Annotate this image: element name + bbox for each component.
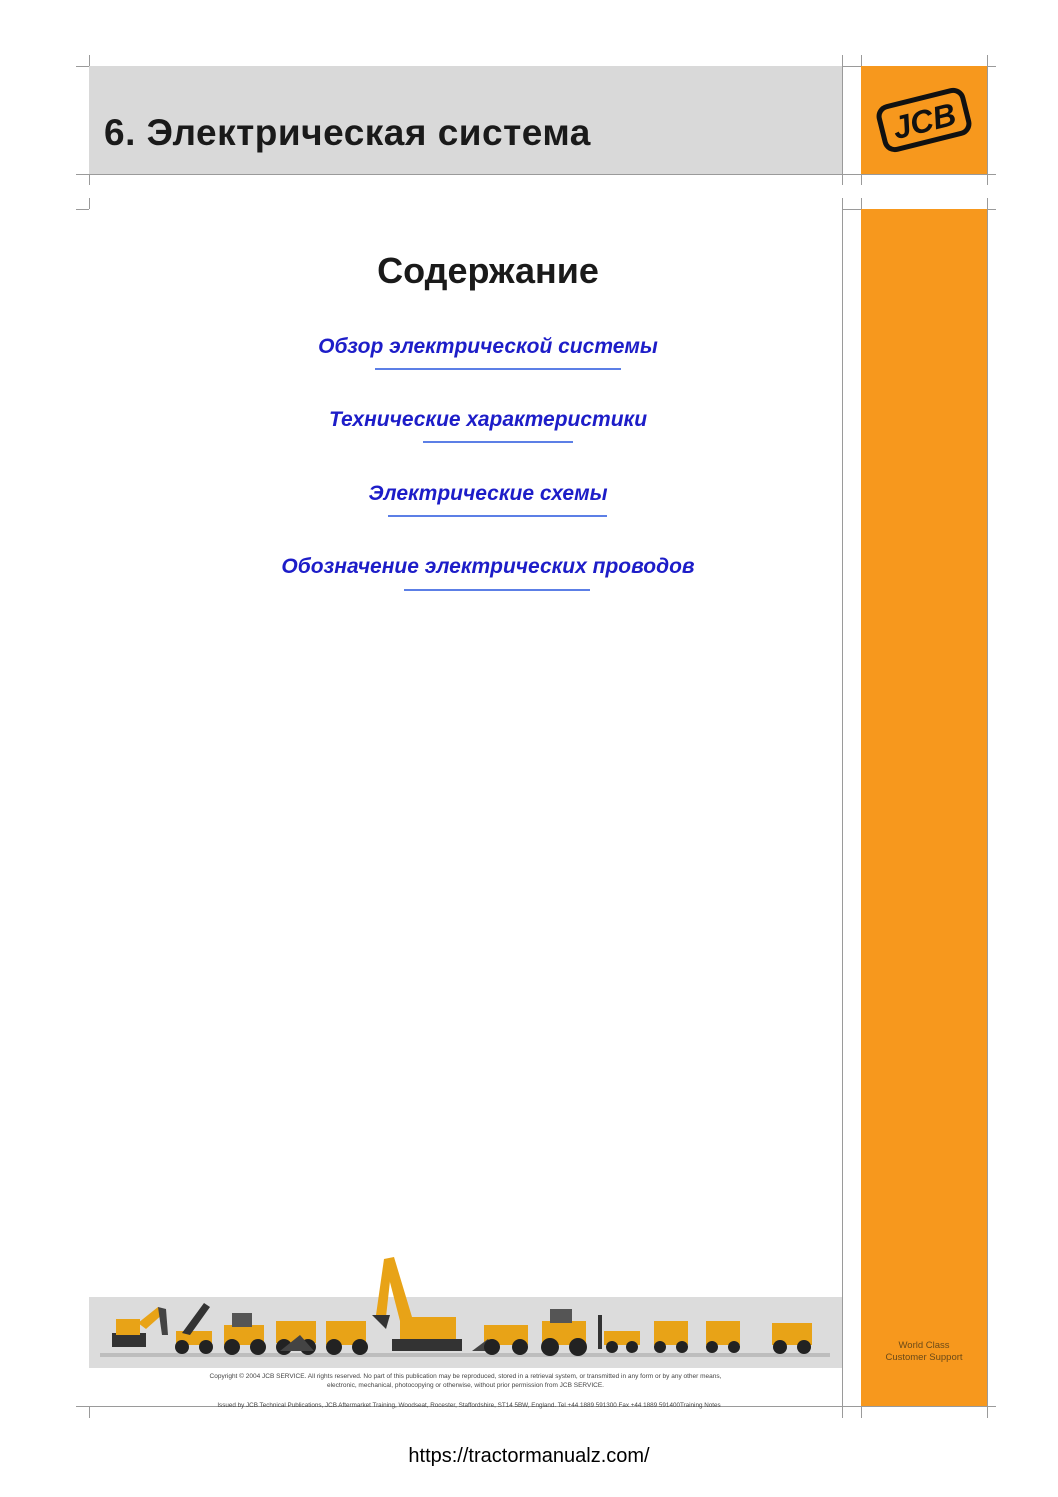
toc-link-specifications[interactable]: Технические характеристики bbox=[328, 408, 648, 431]
slogan-line: World Class bbox=[898, 1340, 950, 1351]
issued-by-notice: Issued by JCB Technical Publications, JCB Aftermarket Training, Woodseat, Rocester, Staffordshire, ST14 5BW, England. Tel +44 1889 591300 Fax +44 1889 591400Training Notes bbox=[217, 1402, 721, 1409]
brand-logo bbox=[861, 66, 987, 174]
toc-underline bbox=[375, 368, 621, 370]
toc-underline bbox=[423, 441, 573, 443]
toc-link-wire-codes[interactable]: Обозначение электрических проводов bbox=[281, 555, 695, 578]
copyright-notice bbox=[89, 1372, 842, 1390]
slogan-line: Customer Support bbox=[885, 1352, 963, 1363]
toc-link-schematics[interactable]: Электрические схемы bbox=[368, 482, 608, 505]
machine-lineup-image bbox=[100, 1255, 830, 1370]
content-frame bbox=[89, 209, 842, 1406]
sidebar-slogan bbox=[861, 1340, 987, 1364]
crop-line bbox=[987, 198, 988, 1418]
footer-url[interactable]: https://tractormanualz.com/ bbox=[408, 1445, 650, 1467]
copyright-line: electronic, mechanical, photocopying or otherwise, without prior permission from JCB SERVICE. bbox=[327, 1382, 604, 1389]
toc-underline bbox=[404, 589, 590, 591]
crop-line bbox=[842, 198, 843, 1418]
crop-line bbox=[76, 174, 996, 175]
mini-excavator-icon bbox=[112, 1307, 168, 1347]
compact-loader-icon bbox=[772, 1323, 812, 1354]
crop-line bbox=[987, 55, 988, 185]
excavator-icon bbox=[372, 1257, 462, 1351]
toc-link-overview[interactable]: Обзор электрической системы bbox=[318, 335, 658, 358]
forklift-icon bbox=[598, 1315, 640, 1353]
toc-heading: Содержание bbox=[377, 250, 599, 291]
tractor-icon bbox=[541, 1309, 587, 1356]
brand-sidebar bbox=[861, 209, 987, 1406]
skid-steer-icon bbox=[706, 1321, 740, 1353]
crop-line bbox=[842, 55, 843, 185]
toc-underline bbox=[388, 515, 607, 517]
logo-text: JCB bbox=[888, 95, 960, 147]
backhoe-loader-icon bbox=[472, 1325, 528, 1355]
skid-steer-icon bbox=[654, 1321, 688, 1353]
backhoe-loader-icon bbox=[224, 1313, 266, 1355]
jcb-logo-icon bbox=[875, 76, 973, 164]
telehandler-icon bbox=[175, 1303, 213, 1354]
copyright-line: Copyright © 2004 JCB SERVICE. All rights reserved. No part of this publication may be reproduced, stored in a retrieval system, or transmitted in any form or by any other means, bbox=[209, 1373, 722, 1380]
page-title: 6. Электрическая система bbox=[104, 112, 591, 153]
